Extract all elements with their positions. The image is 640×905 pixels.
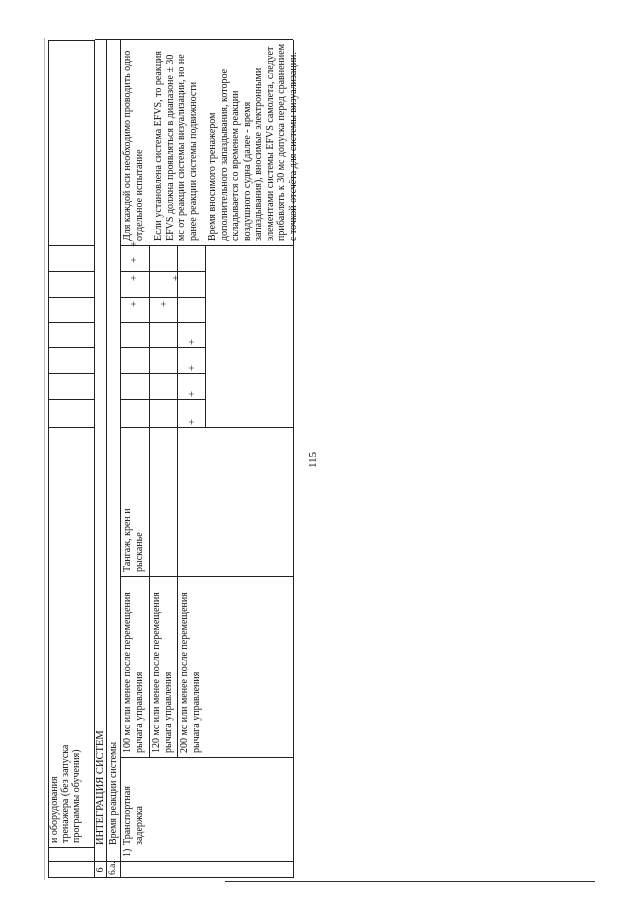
condition-200ms: 200 мс или менее после перемещения рычага управления	[179, 592, 202, 753]
mark-r1-c2: +	[128, 274, 140, 282]
subsection-title: Время реакции системы	[108, 741, 119, 845]
mark-r3-c4: +	[186, 338, 198, 346]
mark-r3-c1: +	[186, 418, 198, 426]
item-number: 1)	[122, 848, 133, 857]
bottom-rule	[225, 881, 595, 882]
subsection-number: 6.а.	[108, 861, 118, 875]
page-number: 115	[307, 451, 319, 469]
item-name: Транспортная задержка	[122, 786, 145, 845]
note-latency: Время вносимого тренажером дополнительного запаздывания, которое складывается со временем реакции воздушного судна (далее - время запаздывания), вносимые электронными элементами системы EFVS самолета, следует прибавлять к 30 мс допуска перед сравнением с точкой отсчёта для системы визуализации.	[207, 43, 299, 241]
mark-r2-c1: +	[158, 300, 170, 308]
note-separate-test: Для каждой оси необходимо проводить одно отдельное испытание	[122, 50, 145, 241]
mark-r1-c3: +	[128, 256, 140, 264]
mark-r1-c1: +	[128, 300, 140, 308]
mark-r3-c5: +	[170, 274, 182, 282]
notes	[121, 40, 308, 244]
note-efvs-response: Если установлена система EFVS, то реакция EFVS должна проявляться в диапазоне ± 30 мс от реакции системы визуализации, но не ранее реакции системы подвижности	[153, 50, 199, 241]
header-fragment: и оборудования тренажера (без запуска программы обучения)	[49, 744, 82, 843]
mark-r3-c2: +	[186, 390, 198, 398]
section-title: ИНТЕГРАЦИЯ СИСТЕМ	[95, 730, 106, 845]
table-row-subsection	[106, 40, 121, 878]
table-row-header	[48, 40, 95, 878]
mark-r1-c4: +	[128, 240, 140, 248]
mark-r3-c3: +	[186, 364, 198, 372]
axes-label: Тангаж, крен и рысканье	[122, 508, 145, 572]
condition-100ms: 100 мс или менее после перемещения рычага управления	[122, 592, 145, 753]
table-row-item	[120, 40, 299, 878]
section-number: 6	[95, 867, 106, 873]
rotated-table	[48, 40, 299, 878]
condition-120ms: 120 мс или менее после перемещения рычага управления	[151, 592, 174, 753]
page-margin-line	[44, 38, 46, 880]
